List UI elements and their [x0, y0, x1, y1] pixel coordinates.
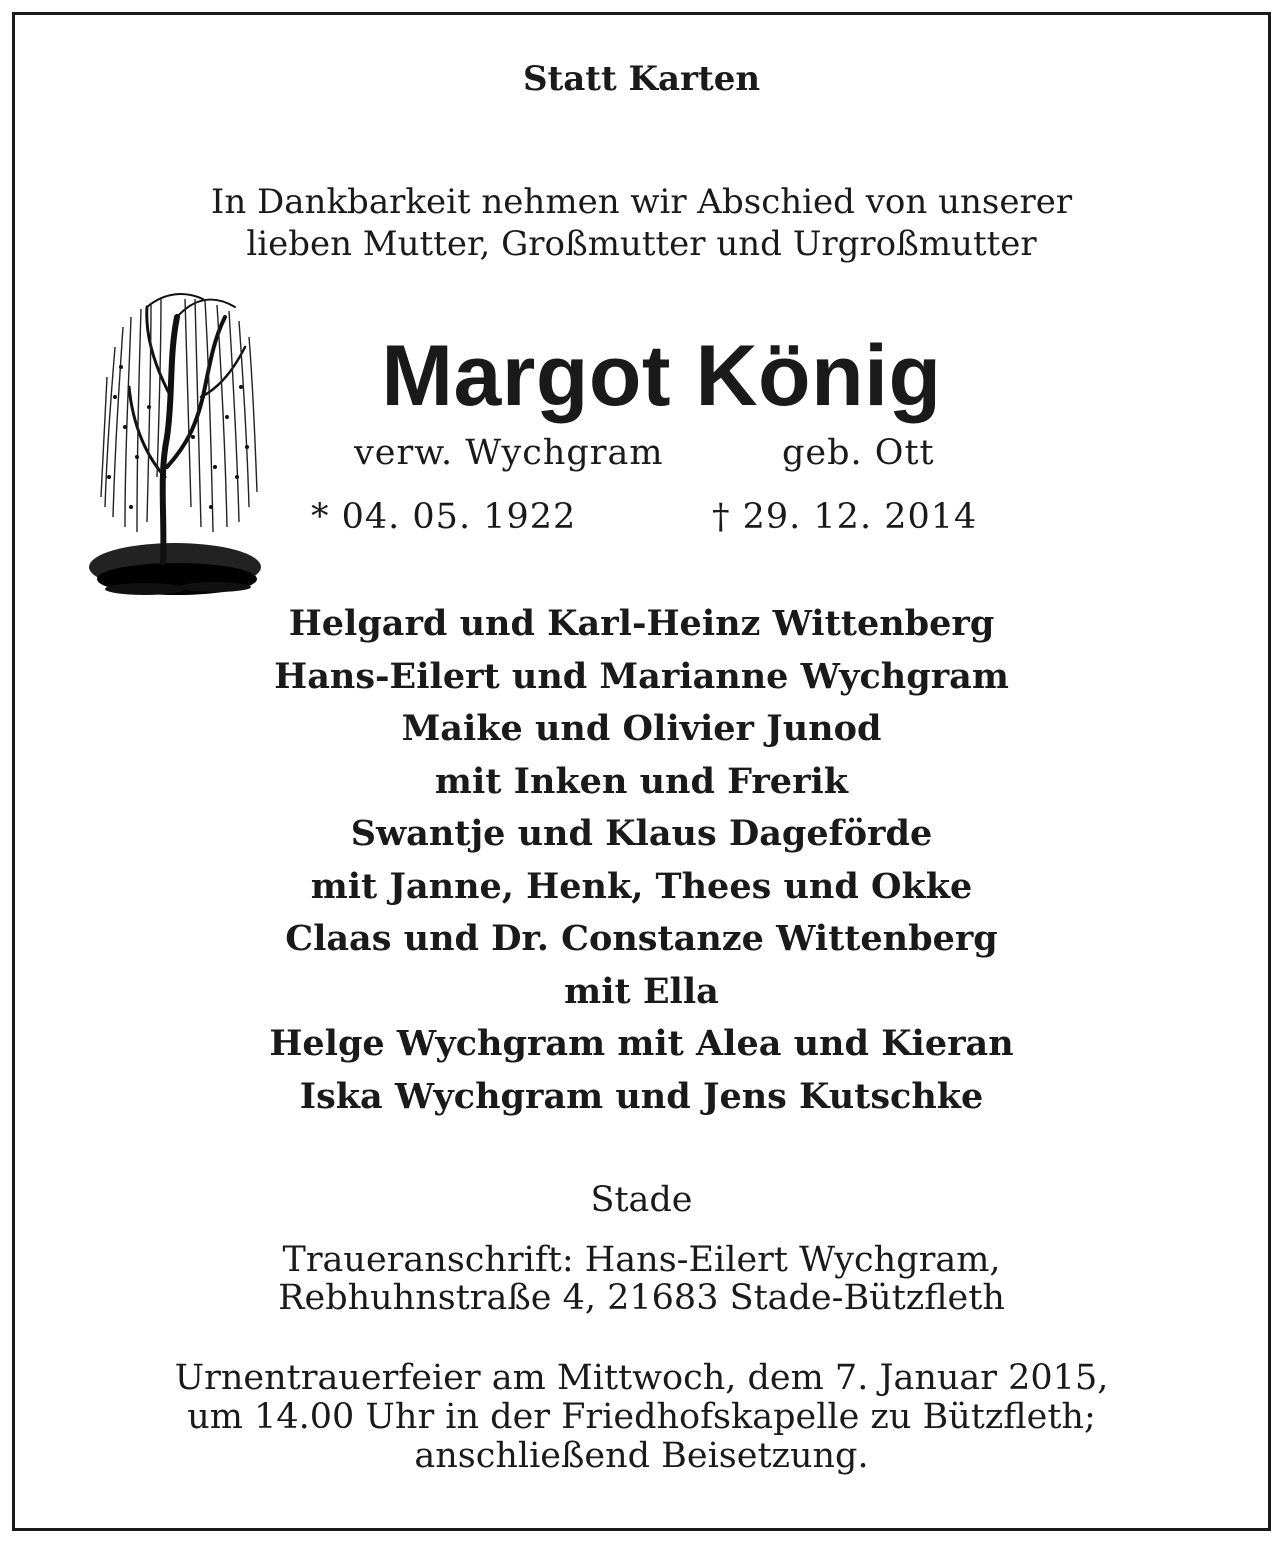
mourning-address-line-1: Traueranschrift: Hans-Eilert Wychgram, [282, 1240, 1001, 1280]
mourners-list [15, 598, 1268, 1123]
mourner-line: Maike und Olivier Junod [401, 708, 882, 749]
mourner-line: Swantje und Klaus Dageförde [350, 813, 933, 854]
mourner-line: mit Janne, Henk, Thees und Okke [310, 865, 973, 907]
widowed-name: verw. Wychgram [354, 433, 664, 473]
service-line-1: Urnentrauerfeier am Mittwoch, dem 7. Januar 2015, [174, 1358, 1109, 1398]
deceased-name: Margot König [381, 328, 942, 424]
mourner-line: mit Inken und Frerik [434, 760, 849, 802]
intro-line-2: lieben Mutter, Großmutter und Urgroßmutter [246, 224, 1037, 264]
intro-line-1: In Dankbarkeit nehmen wir Abschied von unserer [210, 182, 1073, 222]
mourning-address-line-2: Rebhuhnstraße 4, 21683 Stade-Bützfleth [278, 1278, 1005, 1318]
place: Stade [590, 1180, 693, 1220]
mourner-line: Iska Wychgram und Jens Kutschke [299, 1075, 984, 1117]
mourner-line: Helgard und Karl-Heinz Wittenberg [288, 603, 995, 644]
service-line-2: um 14.00 Uhr in der Friedhofskapelle zu Bützfleth; [187, 1397, 1096, 1437]
mourner-line: Claas und Dr. Constanze Wittenberg [285, 918, 998, 959]
maiden-name: geb. Ott [782, 433, 935, 473]
notice-header: Statt Karten [522, 59, 761, 99]
service-line-3: anschließend Beisetzung. [414, 1436, 869, 1476]
mourner-line: mit Ella [564, 970, 719, 1012]
mourner-line: Hans-Eilert und Marianne Wychgram [274, 655, 1009, 697]
mourner-line: Helge Wychgram mit Alea und Kieran [269, 1023, 1014, 1064]
death-date: † 29. 12. 2014 [712, 497, 978, 537]
birth-date: * 04. 05. 1922 [311, 497, 577, 537]
obituary-notice [12, 12, 1271, 1531]
